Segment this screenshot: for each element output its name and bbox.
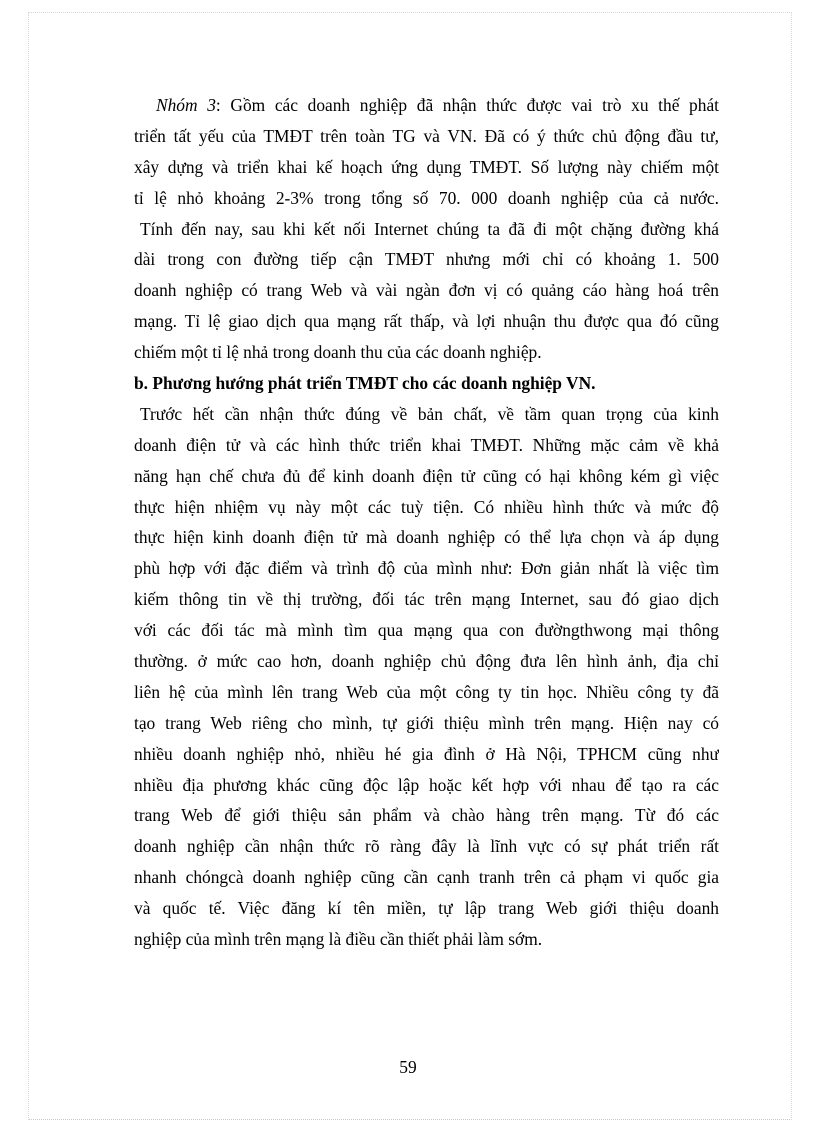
text-line: thực hiện nhiệm vụ này một các tuỳ tiện. Có nhiều hình thức và mức độ [134, 496, 719, 517]
text-line: tỉ lệ nhỏ khoảng 2-3% trong tổng số 70. 000 doanh nghiệp của cả nước. [134, 187, 719, 208]
text-line [134, 90, 719, 121]
text-line: chiếm một tỉ lệ nhả trong doanh thu của các doanh nghiệp. [134, 342, 542, 363]
text-line: mạng. Tỉ lệ giao dịch qua mạng rất thấp, và lợi nhuận thu được qua đó cũng [134, 311, 719, 332]
text-line: thực hiện kinh doanh điện tử mà doanh nghiệp có thể lựa chọn và áp dụng [134, 527, 719, 548]
text-line: triển tất yếu của TMĐT trên toàn TG và VN. Đã có ý thức chủ động đầu tư, [134, 125, 719, 146]
page-number: 59 [399, 1057, 417, 1077]
text-line: và quốc tế. Việc đăng kí tên miền, tự lập trang Web giới thiệu doanh [134, 898, 719, 919]
paragraph-direction [134, 399, 719, 955]
heading-text: b. Phương hướng phát triển TMĐT cho các doanh nghiệp VN. [134, 373, 596, 394]
group-label: Nhóm 3 [156, 95, 216, 115]
text-line: Tính đến nay, sau khi kết nối Internet chúng ta đã đi một chặng đường khá [140, 218, 719, 239]
text-line: nhanh chóngcà doanh nghiệp cũng cần cạnh tranh trên cả phạm vi quốc gia [134, 867, 719, 888]
text-line: thường. ở mức cao hơn, doanh nghiệp chủ động đưa lên hình ảnh, địa chỉ [134, 651, 719, 672]
text-line: liên hệ của mình lên trang Web của một công ty tin học. Nhiều công ty đã [134, 681, 719, 702]
text-line: năng hạn chế chưa đủ để kinh doanh điện tử cũng có hại không kém gì việc [134, 465, 719, 486]
text-line: doanh nghiệp cần nhận thức rõ ràng đây là lĩnh vực có sự phát triển rất [134, 836, 719, 857]
text-line: Trước hết cần nhận thức đúng về bản chất, về tầm quan trọng của kinh [140, 403, 719, 424]
text-line: với các đối tác mà mình tìm qua mạng qua con đườngthwong mại thông [134, 620, 719, 641]
text-segment: : Gồm các doanh nghiệp đã nhận thức được vai trò xu thế phát [215, 95, 719, 115]
text-line: phù hợp với đặc điểm và trình độ của mình như: Đơn giản nhất là việc tìm [134, 558, 719, 579]
text-line: xây dựng và triển khai kế hoạch ứng dụng TMĐT. Số lượng này chiếm một [134, 156, 719, 177]
text-line: tạo trang Web riêng cho mình, tự giới thiệu mình trên mạng. Hiện nay có [134, 712, 719, 733]
text-line: doanh điện tử và các hình thức triển khai TMĐT. Những mặc cảm về khả [134, 434, 719, 455]
text-line: nhiều địa phương khác cũng độc lập hoặc kết hợp với nhau để tạo ra các [134, 774, 719, 795]
text-line: nghiệp của mình trên mạng là điều cần thiết phải làm sớm. [134, 929, 543, 950]
paragraph-group-3 [134, 90, 719, 368]
text-line: trang Web để giới thiệu sản phẩm và chào hàng trên mạng. Từ đó các [134, 805, 719, 826]
text-line: nhiều doanh nghiệp nhỏ, nhiều hé gia đình ở Hà Nội, TPHCM cũng như [134, 743, 719, 764]
text-line: dài trong con đường tiếp cận TMĐT nhưng mới chỉ có khoảng 1. 500 [134, 249, 719, 270]
text-line: doanh nghiệp có trang Web và vài ngàn đơn vị có quảng cáo hàng hoá trên [134, 280, 719, 301]
text-line: kiếm thông tin về thị trường, đối tác trên mạng Internet, sau đó giao dịch [134, 589, 719, 610]
section-heading [134, 368, 719, 399]
document-body [134, 90, 719, 955]
